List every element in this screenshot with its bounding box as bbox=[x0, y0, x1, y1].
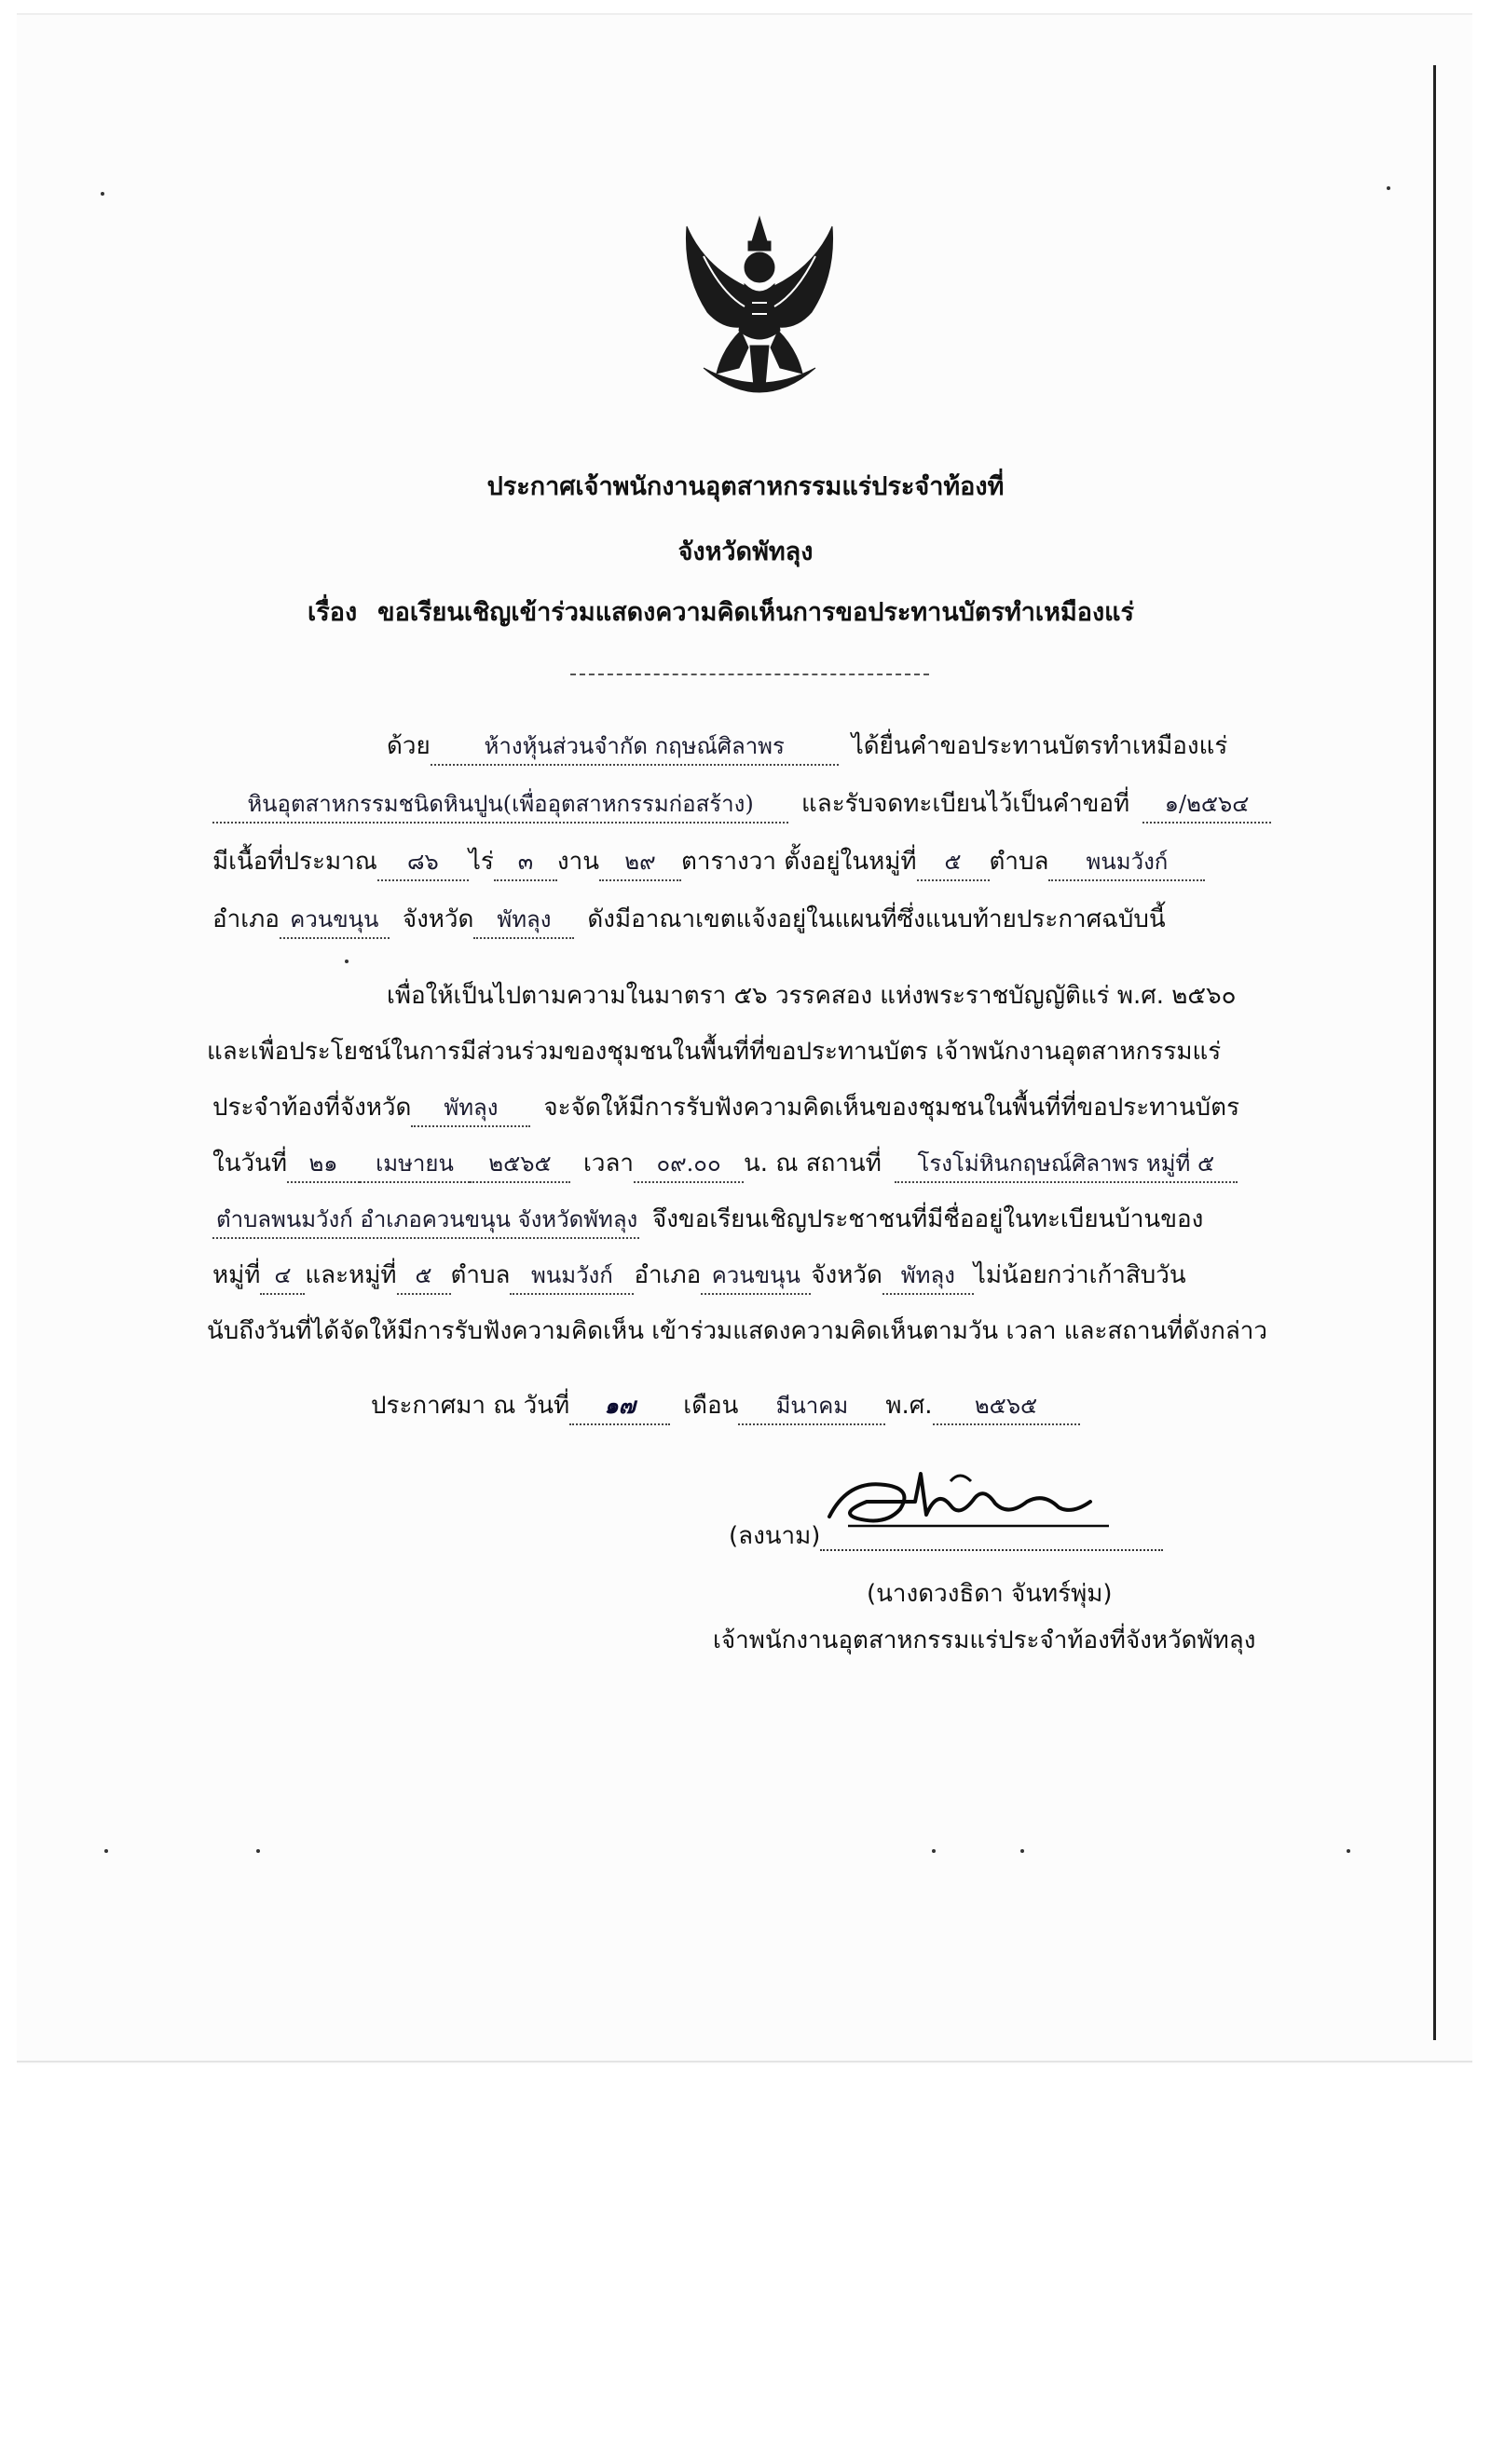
time-label: เวลา bbox=[582, 1150, 635, 1178]
scan-speck bbox=[1387, 186, 1390, 190]
paragraph2-line5 bbox=[212, 1200, 1203, 1239]
announced-year: ๒๕๖๕ bbox=[933, 1387, 1080, 1425]
subject-text: ขอเรียนเชิญเข้าร่วมแสดงความคิดเห็นการขอประทานบัตรทำเหมืองแร่ bbox=[377, 598, 1135, 627]
signer-name: (นางดวงธิดา จันทร์พุ่ม) bbox=[867, 1580, 1113, 1608]
paragraph1-line1 bbox=[387, 727, 1227, 766]
hearing-year: ๒๕๖๕ bbox=[470, 1145, 570, 1183]
wa-value: ๒๙ bbox=[599, 843, 681, 881]
province-label: จังหวัด bbox=[402, 905, 474, 933]
hearing-month: เมษายน bbox=[360, 1145, 470, 1183]
paragraph2-line6 bbox=[212, 1256, 1186, 1295]
subdistrict-value: พนมวังก์ bbox=[510, 1257, 634, 1295]
hearing-day: ๒๑ bbox=[287, 1145, 360, 1183]
announcement-title: ประกาศเจ้าพนักงานอุตสาหกรรมแร่ประจำท้องที่ bbox=[486, 472, 1005, 501]
scan-speck bbox=[932, 1849, 936, 1853]
district-label: อำเภอ bbox=[634, 1261, 702, 1289]
subject-line bbox=[308, 592, 1134, 632]
mineral-type: หินอุตสาหกรรมชนิดหินปูน(เพื่ออุตสาหกรรมก่อสร้าง) bbox=[212, 785, 788, 824]
subdistrict-label: ตำบล bbox=[989, 848, 1049, 876]
hearing-time: ๐๙.๐๐ bbox=[634, 1145, 744, 1183]
village-b: ๕ bbox=[397, 1257, 451, 1295]
announced-label: ประกาศมา ณ วันที่ bbox=[371, 1392, 570, 1420]
paragraph2-line2: และเพื่อประโยชน์ในการมีส่วนร่วมของชุมชนในพื้นที่ที่ขอประทานบัตร เจ้าพนักงานอุตสาหกรรมแร่ bbox=[207, 1038, 1222, 1066]
subdistrict-value: พนมวังก์ bbox=[1048, 843, 1205, 881]
scan-speck bbox=[345, 960, 349, 963]
scan-speck bbox=[1347, 1849, 1350, 1853]
province-value: พัทลุง bbox=[882, 1257, 974, 1295]
office-suffix: จะจัดให้มีการรับฟังความคิดเห็นของชุมชนในพื้นที่ที่ขอประทานบัตร bbox=[543, 1094, 1240, 1122]
paragraph1-line4 bbox=[212, 900, 1166, 939]
month-label: เดือน bbox=[683, 1392, 739, 1420]
signed-label: (ลงนาม) bbox=[729, 1522, 821, 1550]
province-value: พัทลุง bbox=[473, 901, 574, 939]
district-label: อำเภอ bbox=[212, 905, 280, 933]
announcement-date-line bbox=[371, 1386, 1080, 1425]
date-label: ในวันที่ bbox=[212, 1150, 287, 1178]
paragraph2-line7: นับถึงวันที่ได้จัดให้มีการรับฟังความคิดเห็น เข้าร่วมแสดงความคิดเห็นตามวัน เวลา และสถานที่ดังกล่าว bbox=[207, 1317, 1267, 1345]
village-a: ๔ bbox=[260, 1257, 305, 1295]
province-heading: จังหวัดพัทลุง bbox=[677, 538, 814, 566]
scan-speck bbox=[101, 192, 104, 196]
ngan-label: งาน bbox=[556, 848, 599, 876]
paragraph2-line3 bbox=[212, 1088, 1239, 1127]
rai-label: ไร่ bbox=[468, 848, 494, 876]
time-suffix: น. ณ สถานที่ bbox=[744, 1150, 882, 1178]
office-prefix: ประจำท้องที่จังหวัด bbox=[212, 1094, 412, 1122]
year-label: พ.ศ. bbox=[885, 1392, 933, 1420]
rai-value: ๘๖ bbox=[377, 843, 469, 881]
invite-text: จึงขอเรียนเชิญประชาชนที่มีชื่ออยู่ในทะเบียนบ้านของ bbox=[652, 1205, 1204, 1233]
village-label: หมู่ที่ bbox=[212, 1261, 261, 1289]
province-label: จังหวัด bbox=[811, 1261, 882, 1289]
scan-edge-line bbox=[1433, 65, 1436, 2040]
scan-speck bbox=[256, 1849, 260, 1853]
scan-speck bbox=[104, 1849, 108, 1853]
garuda-emblem-icon bbox=[666, 210, 853, 396]
announced-day: ๑๗ bbox=[569, 1387, 670, 1425]
by-label: ด้วย bbox=[387, 732, 431, 760]
signature-mark bbox=[811, 1461, 1123, 1545]
office-province: พัทลุง bbox=[411, 1089, 530, 1127]
subject-label: เรื่อง bbox=[308, 598, 358, 627]
subdistrict-label: ตำบล bbox=[450, 1261, 511, 1289]
registered-text: และรับจดทะเบียนไว้เป็นคำขอที่ bbox=[801, 790, 1130, 818]
signer-position: เจ้าพนักงานอุตสาหกรรมแร่ประจำท้องที่จังหวัดพัทลุง bbox=[713, 1627, 1256, 1654]
paragraph2-line4 bbox=[212, 1144, 1238, 1183]
district-value: ควนขนุน bbox=[280, 901, 390, 939]
venue-part1: โรงโม่หินกฤษณ์ศิลาพร หมู่ที่ ๕ bbox=[895, 1145, 1238, 1183]
venue-part2: ตำบลพนมวังก์ อำเภอควนขนุน จังหวัดพัทลุง bbox=[212, 1201, 639, 1239]
scan-bottom-edge bbox=[17, 2061, 1472, 2062]
map-text: ดังมีอาณาเขตแจ้งอยู่ในแผนที่ซึ่งแนบท้ายประกาศฉบับนี้ bbox=[587, 905, 1166, 933]
district-value: ควนขนุน bbox=[701, 1257, 811, 1295]
and-village-label: และหมู่ที่ bbox=[305, 1261, 397, 1289]
title-divider bbox=[570, 674, 929, 675]
scan-speck bbox=[1020, 1849, 1024, 1853]
request-number: ๑/๒๕๖๔ bbox=[1142, 785, 1271, 824]
area-label: มีเนื้อที่ประมาณ bbox=[212, 848, 377, 876]
applicant-name: ห้างหุ้นส่วนจำกัด กฤษณ์ศิลาพร bbox=[431, 728, 839, 766]
filed-text: ได้ยื่นคำขอประทานบัตรทำเหมืองแร่ bbox=[851, 732, 1228, 760]
village-number: ๕ bbox=[917, 843, 990, 881]
deadline-text: ไม่น้อยกว่าเก้าสิบวัน bbox=[973, 1261, 1186, 1289]
announced-month: มีนาคม bbox=[738, 1387, 885, 1425]
paragraph1-line3 bbox=[212, 842, 1205, 881]
ngan-value: ๓ bbox=[494, 843, 557, 881]
wa-label: ตารางวา ตั้งอยู่ในหมู่ที่ bbox=[680, 848, 917, 876]
paragraph1-line2 bbox=[212, 784, 1271, 824]
paragraph2-line1: เพื่อให้เป็นไปตามความในมาตรา ๕๖ วรรคสอง แห่งพระราชบัญญัติแร่ พ.ศ. ๒๕๖๐ bbox=[387, 982, 1237, 1010]
